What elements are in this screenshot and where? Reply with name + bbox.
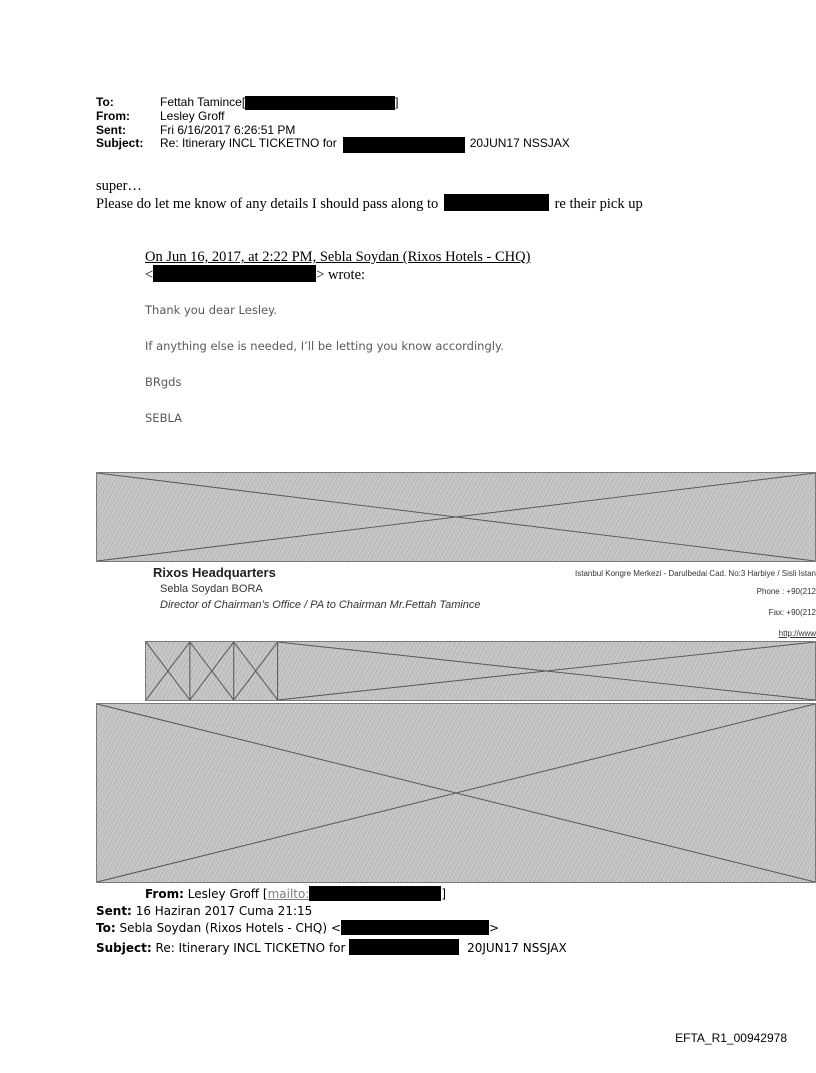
broken-image-cross bbox=[146, 642, 815, 700]
quoted-intro-line: On Jun 16, 2017, at 2:22 PM, Sebla Soydan (Rixos Hotels - CHQ) bbox=[145, 249, 531, 265]
to-tail: ] bbox=[395, 95, 399, 109]
subject-tail: 20JUN17 NSSJAX bbox=[469, 136, 570, 150]
signature-address: Istanbul Kongre Merkezi - Darulbedai Cad. No:3 Harbiye / Sisli Istan bbox=[575, 569, 816, 578]
reply-line-1: super… bbox=[96, 178, 142, 194]
signature-title: Director of Chairman’s Office / PA to Chairman Mr.Fettah Tamince bbox=[160, 599, 481, 611]
fwd-subject-value: Re: Itinerary INCL TICKETNO for bbox=[155, 941, 346, 955]
quoted-intro bbox=[145, 249, 530, 283]
broken-image-cross bbox=[97, 473, 815, 561]
to-label: To: bbox=[96, 95, 114, 109]
header-subject-row bbox=[96, 137, 570, 153]
to-value: Fettah Tamince[ bbox=[160, 95, 246, 109]
quoted-paragraph-4: SEBLA bbox=[145, 411, 182, 425]
lt-symbol: < bbox=[145, 267, 154, 283]
forwarded-from-row bbox=[145, 886, 446, 902]
signature-fax: Fax: +90(212 bbox=[768, 608, 816, 617]
forwarded-subject-row bbox=[96, 939, 567, 956]
fwd-from-label: From: bbox=[145, 887, 184, 901]
quoted-paragraph-2: If anything else is needed, I’ll be letting you know accordingly. bbox=[145, 339, 504, 353]
quoted-paragraph-3: BRgds bbox=[145, 375, 182, 389]
fwd-subject-tail: 20JUN17 NSSJAX bbox=[467, 941, 567, 955]
redaction-bar bbox=[153, 265, 316, 282]
reply-line-2-start: Please do let me know of any details I should pass along to bbox=[96, 196, 439, 212]
mailto-link[interactable]: mailto: bbox=[267, 887, 310, 901]
fwd-sent-value: 16 Haziran 2017 Cuma 21:15 bbox=[135, 904, 313, 918]
quoted-paragraph-1: Thank you dear Lesley. bbox=[145, 303, 277, 317]
sent-label: Sent: bbox=[96, 122, 126, 137]
header-to-row bbox=[96, 96, 570, 110]
quoted-email-line bbox=[145, 265, 530, 283]
subject-value: Re: Itinerary INCL TICKETNO for bbox=[160, 136, 337, 150]
redaction-bar bbox=[343, 137, 465, 153]
signature-name: Sebla Soydan BORA bbox=[160, 583, 263, 595]
forwarded-to-row bbox=[96, 920, 499, 936]
fwd-from-tail: ] bbox=[441, 887, 447, 901]
signature-web-link[interactable]: http://www bbox=[778, 629, 816, 638]
reply-line-2-end: re their pick up bbox=[554, 196, 643, 212]
signature-company: Rixos Headquarters bbox=[153, 565, 276, 580]
fwd-subject-label: Subject: bbox=[96, 941, 152, 955]
email-header bbox=[96, 96, 570, 153]
fwd-to-label: To: bbox=[96, 921, 116, 935]
reply-line-2 bbox=[96, 194, 643, 212]
fwd-to-value: Sebla Soydan (Rixos Hotels - CHQ) < bbox=[119, 921, 341, 935]
redaction-bar bbox=[245, 96, 395, 110]
signature-phone: Phone : +90(212 bbox=[756, 587, 816, 596]
fwd-from-value: Lesley Groff [ bbox=[187, 887, 268, 901]
banner-image-placeholder bbox=[96, 472, 816, 562]
header-sent-row bbox=[96, 124, 570, 138]
from-label: From: bbox=[96, 109, 130, 123]
document-id: EFTA_R1_00942978 bbox=[675, 1031, 787, 1045]
large-image-placeholder bbox=[96, 703, 816, 883]
broken-image-cross bbox=[97, 704, 815, 882]
fwd-sent-label: Sent: bbox=[96, 904, 132, 918]
forwarded-sent-row bbox=[96, 904, 312, 919]
redaction-bar bbox=[309, 886, 441, 901]
redaction-bar bbox=[341, 920, 489, 935]
fwd-to-tail: > bbox=[488, 921, 499, 935]
social-image-placeholder bbox=[145, 641, 816, 701]
reply-body bbox=[96, 178, 643, 212]
sent-value: Fri 6/16/2017 6:26:51 PM bbox=[160, 122, 296, 137]
header-from-row bbox=[96, 110, 570, 124]
redaction-bar bbox=[444, 194, 549, 211]
wrote-text: > wrote: bbox=[316, 267, 366, 283]
from-value: Lesley Groff bbox=[160, 109, 225, 123]
subject-label: Subject: bbox=[96, 136, 144, 150]
redaction-bar bbox=[349, 939, 459, 955]
